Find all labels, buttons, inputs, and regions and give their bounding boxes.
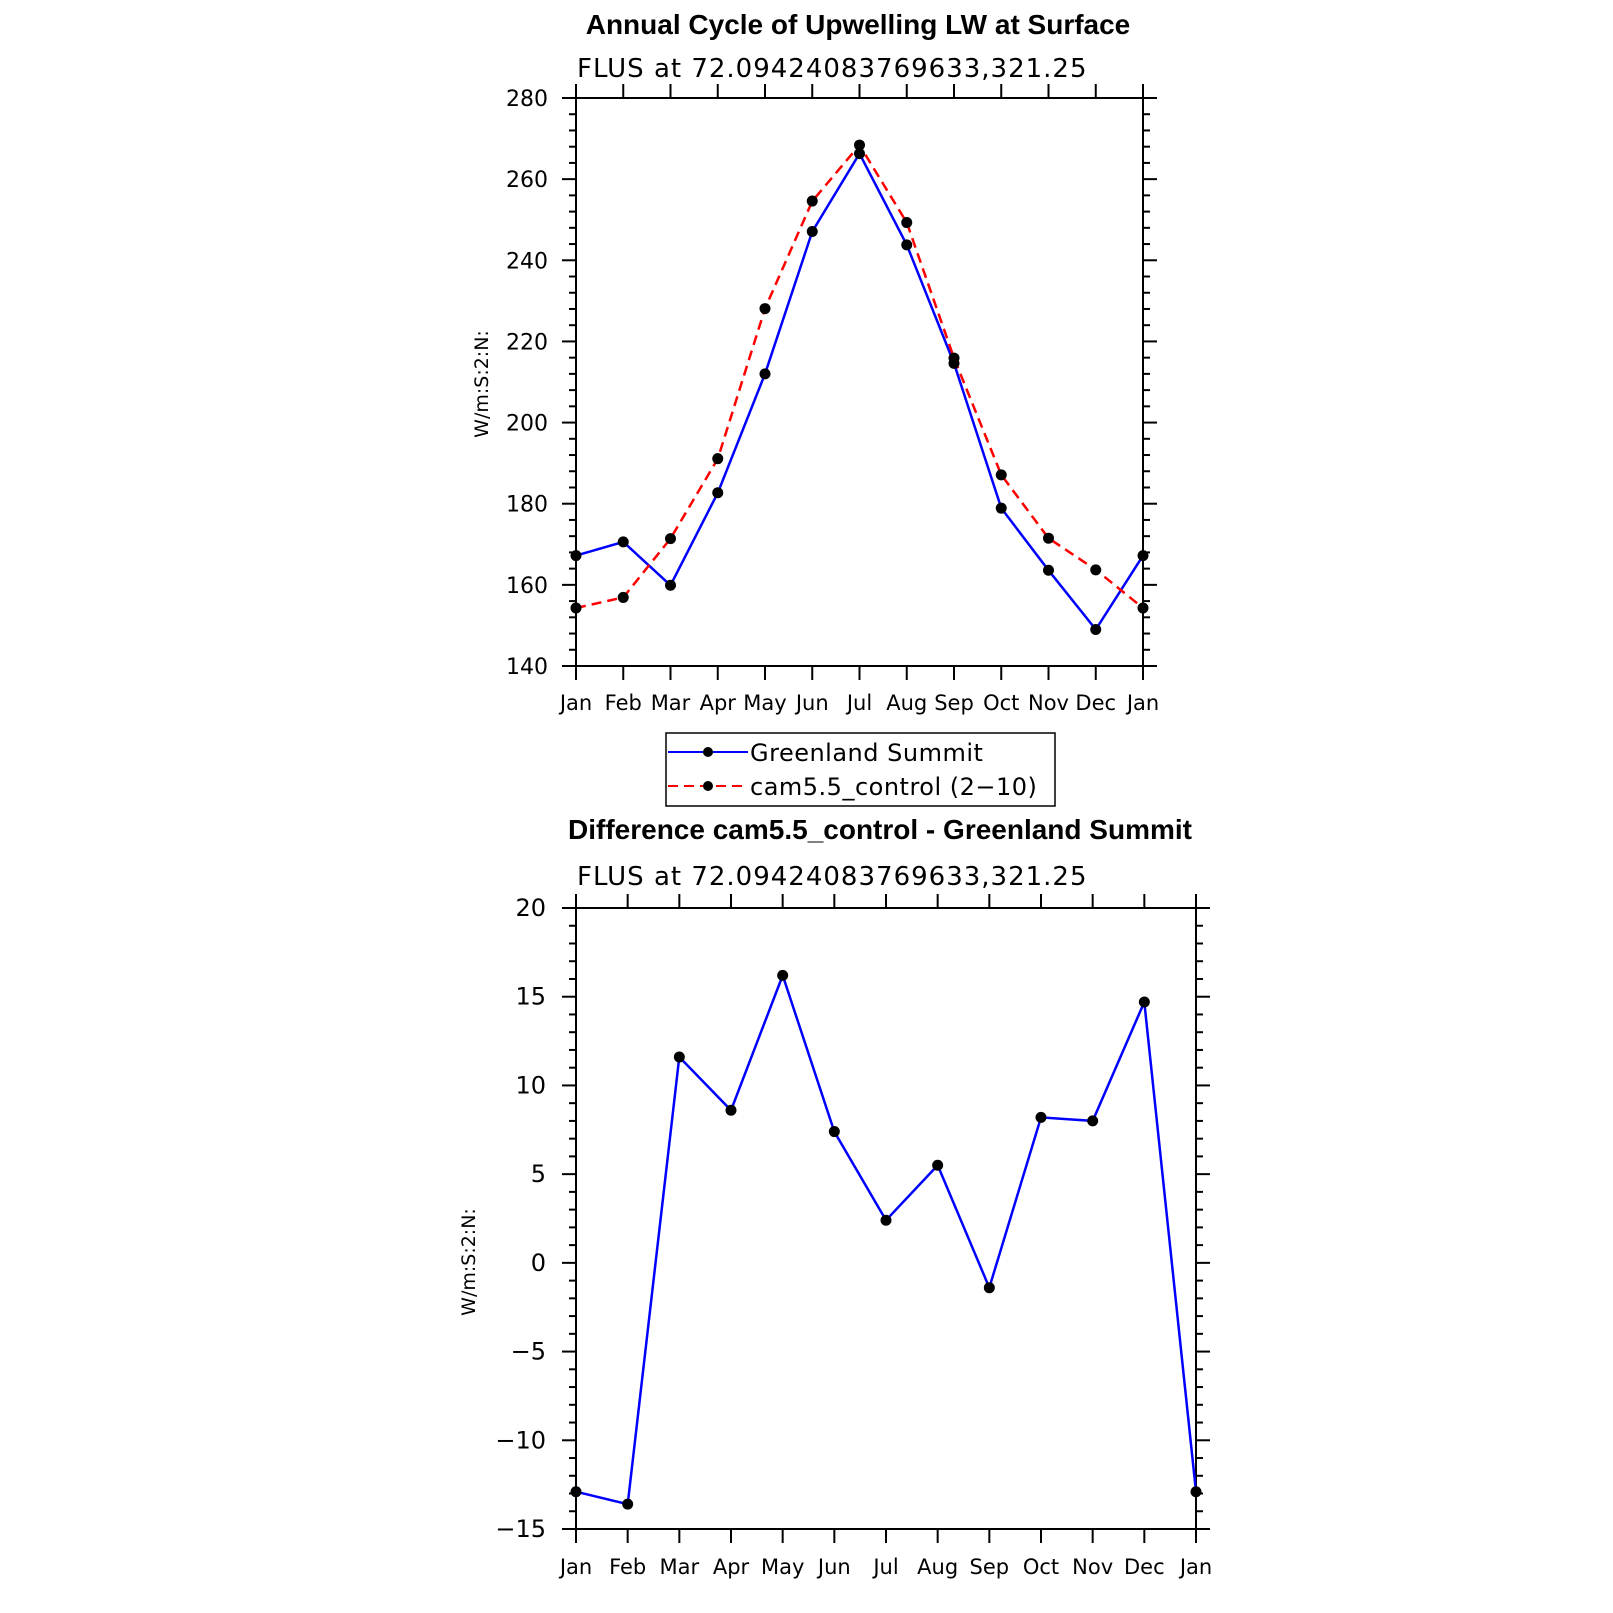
series-0-point bbox=[901, 239, 912, 250]
y-tick-label: 260 bbox=[506, 168, 548, 194]
chart1-subtitle: FLUS at 72.09424083769633,321.25 bbox=[577, 54, 1088, 84]
series-0-point bbox=[760, 368, 771, 379]
series-line-0 bbox=[576, 975, 1196, 1504]
series-0-point bbox=[726, 1105, 737, 1116]
legend-label-greenland: Greenland Summit bbox=[750, 739, 984, 767]
x-tick-label: May bbox=[760, 1555, 805, 1579]
x-tick-label: Aug bbox=[886, 691, 928, 715]
y-tick-label: 160 bbox=[506, 573, 548, 599]
x-tick-label: Jan bbox=[1179, 1555, 1213, 1579]
y-tick-label: 15 bbox=[515, 982, 546, 1011]
x-tick-label: Nov bbox=[1028, 691, 1069, 715]
series-1-point bbox=[807, 196, 818, 207]
x-tick-label: Nov bbox=[1072, 1555, 1114, 1579]
series-0-point bbox=[1036, 1112, 1047, 1123]
series-1-point bbox=[618, 592, 629, 603]
chart2-subtitle: FLUS at 72.09424083769633,321.25 bbox=[577, 862, 1088, 892]
series-0-point bbox=[996, 503, 1007, 514]
chart2-y-tick-labels bbox=[495, 894, 546, 1543]
series-line-0 bbox=[576, 154, 1143, 630]
series-line-1 bbox=[576, 145, 1143, 608]
series-0-point bbox=[1138, 550, 1149, 561]
chart2-series bbox=[571, 970, 1202, 1510]
y-tick-label: 280 bbox=[506, 87, 548, 112]
x-tick-label: Jul bbox=[873, 1555, 899, 1579]
x-tick-label: Jan bbox=[1126, 691, 1160, 715]
x-tick-label: Jun bbox=[817, 1555, 851, 1579]
series-1-point bbox=[901, 217, 912, 228]
series-0-point bbox=[571, 550, 582, 561]
annual-cycle-chart bbox=[471, 9, 1159, 806]
y-tick-label: 200 bbox=[506, 411, 548, 437]
series-1-point bbox=[1043, 533, 1054, 544]
series-0-point bbox=[881, 1215, 892, 1226]
chart1-series bbox=[571, 140, 1149, 635]
x-tick-label: Aug bbox=[917, 1555, 959, 1579]
series-1-point bbox=[712, 453, 723, 464]
series-0-point bbox=[1139, 997, 1150, 1008]
x-tick-label: Jul bbox=[846, 691, 873, 715]
series-0-point bbox=[1087, 1115, 1098, 1126]
x-tick-label: Oct bbox=[983, 691, 1020, 715]
series-0-point bbox=[984, 1282, 995, 1293]
x-tick-label: Dec bbox=[1075, 691, 1117, 715]
legend-label-cam: cam5.5_control (2−10) bbox=[750, 773, 1038, 801]
series-1-point bbox=[996, 469, 1007, 480]
x-tick-label: Feb bbox=[604, 691, 642, 715]
y-tick-label: 220 bbox=[506, 330, 548, 356]
series-1-point bbox=[665, 533, 676, 544]
difference-chart bbox=[458, 814, 1212, 1579]
chart1-title: Annual Cycle of Upwelling LW at Surface bbox=[585, 9, 1131, 40]
y-tick-label: 140 bbox=[506, 655, 548, 680]
series-1-point bbox=[949, 353, 960, 364]
series-0-point bbox=[622, 1499, 633, 1510]
x-tick-label: Oct bbox=[1022, 1555, 1060, 1579]
y-tick-label: 180 bbox=[506, 492, 548, 518]
y-tick-label: 0 bbox=[530, 1248, 546, 1277]
chart1-ticks bbox=[562, 84, 1157, 680]
series-0-point bbox=[1043, 565, 1054, 576]
chart2-title: Difference cam5.5_control - Greenland Summit bbox=[568, 814, 1192, 845]
series-0-point bbox=[1090, 624, 1101, 635]
series-0-point bbox=[1191, 1486, 1202, 1497]
legend-marker-greenland bbox=[703, 747, 713, 757]
x-tick-label: May bbox=[743, 691, 787, 715]
y-tick-label: −10 bbox=[495, 1426, 546, 1455]
series-0-point bbox=[807, 226, 818, 237]
legend-marker-cam bbox=[703, 781, 713, 791]
x-tick-label: Mar bbox=[650, 691, 691, 715]
x-tick-label: Apr bbox=[699, 691, 736, 715]
x-tick-label: Mar bbox=[659, 1555, 700, 1579]
series-0-point bbox=[932, 1160, 943, 1171]
y-tick-label: 20 bbox=[515, 894, 546, 922]
series-0-point bbox=[777, 970, 788, 981]
y-tick-label: 5 bbox=[530, 1160, 546, 1189]
series-0-point bbox=[571, 1486, 582, 1497]
chart2-ylabel: W/m:S:2:N: bbox=[458, 1208, 480, 1316]
chart2-x-tick-labels bbox=[558, 1555, 1212, 1579]
chart1-legend bbox=[666, 733, 1055, 806]
series-1-point bbox=[1090, 564, 1101, 575]
y-tick-label: 10 bbox=[515, 1071, 546, 1100]
chart1-x-tick-labels bbox=[558, 691, 1159, 715]
series-1-point bbox=[1138, 602, 1149, 613]
x-tick-label: Feb bbox=[609, 1555, 647, 1579]
chart1-ylabel: W/m:S:2:N: bbox=[471, 330, 493, 438]
x-tick-label: Jun bbox=[795, 691, 829, 715]
x-tick-label: Sep bbox=[934, 691, 974, 715]
series-1-point bbox=[854, 140, 865, 151]
x-tick-label: Sep bbox=[969, 1555, 1010, 1579]
chart1-y-tick-labels bbox=[506, 87, 548, 680]
series-1-point bbox=[571, 602, 582, 613]
series-0-point bbox=[618, 536, 629, 547]
y-tick-label: −5 bbox=[510, 1337, 546, 1366]
y-tick-label: 240 bbox=[506, 249, 548, 275]
series-0-point bbox=[665, 580, 676, 591]
x-tick-label: Dec bbox=[1124, 1555, 1165, 1579]
x-tick-label: Jan bbox=[559, 1555, 593, 1579]
y-tick-label: −15 bbox=[495, 1515, 546, 1543]
series-0-point bbox=[674, 1052, 685, 1063]
x-tick-label: Apr bbox=[712, 1555, 750, 1579]
series-1-point bbox=[760, 303, 771, 314]
x-tick-label: Jan bbox=[559, 691, 593, 715]
series-0-point bbox=[712, 487, 723, 498]
series-0-point bbox=[829, 1126, 840, 1137]
